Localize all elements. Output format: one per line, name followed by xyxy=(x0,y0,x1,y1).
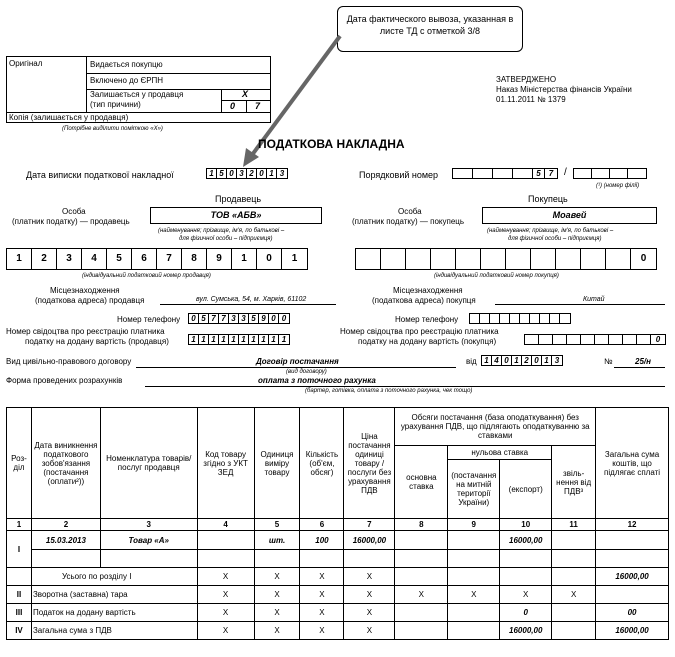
digit xyxy=(406,249,431,269)
seller-heading: Продавець xyxy=(215,194,262,204)
digit: 0 xyxy=(257,169,267,178)
copy-label: Копія (залишається у продавця) xyxy=(9,113,129,122)
digit: 1 xyxy=(209,335,219,344)
seller-address[interactable]: вул. Сумська, 54, м. Харків, 61102 xyxy=(196,296,307,303)
reason-digit-2: 7 xyxy=(255,101,261,111)
digit: 3 xyxy=(239,314,249,323)
slash: / xyxy=(564,167,567,178)
seller-person-label: Особа xyxy=(62,207,86,216)
buyer-phone xyxy=(469,313,571,324)
sec2: II xyxy=(7,586,32,604)
seller-ipn-note: (індивідуальний податковий номер продавця) xyxy=(82,273,211,279)
digit: 1 xyxy=(267,169,277,178)
digit xyxy=(556,249,581,269)
digit xyxy=(506,249,531,269)
table-row xyxy=(7,586,669,604)
sec1: I xyxy=(7,531,32,568)
seller-addr-label1: Місцезнаходження xyxy=(50,286,120,295)
digit: 5 xyxy=(107,249,132,269)
sec3-export[interactable]: 0 xyxy=(500,604,552,622)
digit: 1 xyxy=(229,335,239,344)
buyer-phone-label: Номер телефону xyxy=(395,315,459,324)
contract-date xyxy=(481,355,563,366)
buyer-address[interactable]: Китай xyxy=(583,296,605,303)
x-mark: X xyxy=(197,604,254,622)
x-mark: X xyxy=(254,568,300,586)
branch-note: (¹) (номер філії) xyxy=(596,183,640,189)
reason-digit-1: 0 xyxy=(230,101,236,111)
approved-line3: 01.11.2011 № 1379 xyxy=(496,95,566,104)
digit xyxy=(473,169,493,178)
digit: 5 xyxy=(533,169,545,178)
branch-digits xyxy=(573,168,647,179)
digit: 1 xyxy=(291,253,298,264)
col-num: 10 xyxy=(500,519,552,531)
x-mark: X xyxy=(197,586,254,604)
issued-label: Видається покупцю xyxy=(90,60,163,69)
buyer-name-note2: для фізичної особи – підприємця) xyxy=(508,236,602,242)
digit: 4 xyxy=(82,249,107,269)
buyer-person-label2: (платник податку) — покупець xyxy=(352,217,465,226)
h-unit: Одиниця виміру товару xyxy=(254,408,300,519)
h-code: Код товару згідно з УКТ ЗЕД xyxy=(197,408,254,519)
digit: 1 xyxy=(232,249,257,269)
buyer-addr-label1: Місцезнаходження xyxy=(393,286,463,295)
digit: 1 xyxy=(199,335,209,344)
row-unit[interactable]: шт. xyxy=(254,531,300,550)
x-mark: X xyxy=(300,586,344,604)
contract-from: від xyxy=(466,357,477,366)
row-price[interactable]: 16000,00 xyxy=(344,531,395,550)
row-qty[interactable]: 100 xyxy=(300,531,344,550)
digit: 4 xyxy=(492,356,502,365)
digit: 0 xyxy=(502,356,512,365)
x-mark: X xyxy=(300,568,344,586)
digit: 1 xyxy=(512,356,522,365)
sec3-label: Податок на додану вартість xyxy=(31,604,197,622)
x-mark: X xyxy=(344,568,395,586)
sec4-export[interactable]: 16000,00 xyxy=(500,622,552,640)
buyer-cert-label1: Номер свідоцтва про реєстрацію платника xyxy=(340,327,499,336)
contract-number[interactable]: 25/н xyxy=(635,357,651,366)
order-digits xyxy=(452,168,558,179)
sec3-total[interactable]: 00 xyxy=(596,604,669,622)
col-num: 2 xyxy=(31,519,100,531)
seller-cert-label2: податку на додану вартість (продавця) xyxy=(25,337,169,346)
h-basic: основна ставка xyxy=(395,446,448,519)
payment-value[interactable]: оплата з поточного рахунка xyxy=(258,376,376,385)
buyer-cert xyxy=(524,334,666,345)
digit: 0 xyxy=(281,314,287,323)
digit: 3 xyxy=(229,314,239,323)
digit: 9 xyxy=(259,314,269,323)
digit: 0 xyxy=(532,356,542,365)
digit: 0 xyxy=(655,335,661,344)
x-mark: X xyxy=(300,622,344,640)
reason-label: (тип причини) xyxy=(90,100,141,109)
row-date[interactable]: 15.03.2013 xyxy=(31,531,100,550)
col-num: 12 xyxy=(596,519,669,531)
sec2-label: Зворотна (заставна) тара xyxy=(31,586,197,604)
buyer-name-note1: (найменування; прізвище, ім'я, по батькові – xyxy=(487,228,614,234)
sec3: III xyxy=(7,604,32,622)
x-mark: X xyxy=(344,586,395,604)
digit: 8 xyxy=(182,249,207,269)
digit: 9 xyxy=(207,249,232,269)
col-num: 5 xyxy=(254,519,300,531)
digit: 2 xyxy=(522,356,532,365)
table-row xyxy=(7,550,669,568)
col-num: 1 xyxy=(7,519,32,531)
h-export: (експорт) xyxy=(500,460,552,519)
digit: 3 xyxy=(57,249,82,269)
x-mark: X xyxy=(344,604,395,622)
digit: 6 xyxy=(132,249,157,269)
x-mark: X xyxy=(552,586,596,604)
col-num: 6 xyxy=(300,519,344,531)
x-mark: X xyxy=(197,568,254,586)
digit: 5 xyxy=(249,314,259,323)
payment-label: Форма проведених розрахунків xyxy=(6,376,123,385)
original-label: Оригінал xyxy=(9,59,43,68)
seller-cert xyxy=(188,334,290,345)
contract-no-label: № xyxy=(604,357,613,366)
h-date: Дата виникнення податкового зобов'язання (постачання (оплати²)) xyxy=(31,408,100,519)
x-mark: X xyxy=(300,604,344,622)
digit: 3 xyxy=(279,169,285,178)
h-section: Роз-діл xyxy=(7,408,32,519)
col-num: 7 xyxy=(344,519,395,531)
seller-name: ТОВ «АБВ» xyxy=(210,210,262,220)
row-export[interactable]: 16000,00 xyxy=(500,531,552,550)
digit xyxy=(493,169,513,178)
x-mark: X xyxy=(254,622,300,640)
digit xyxy=(481,249,506,269)
contract-note: (вид договору) xyxy=(286,369,327,375)
h-exempt: звіль-нення від ПДВ³ xyxy=(552,446,596,519)
digit: 1 xyxy=(239,335,249,344)
buyer-ipn-note: (індивідуальний податковий номер покупця) xyxy=(434,273,559,279)
digit: 1 xyxy=(219,335,229,344)
digit: 3 xyxy=(237,169,247,178)
table-row xyxy=(7,622,669,640)
digit: 0 xyxy=(640,253,647,264)
page-title: ПОДАТКОВА НАКЛАДНА xyxy=(258,137,405,151)
digit xyxy=(531,249,556,269)
sec4: IV xyxy=(7,622,32,640)
h-qty: Кількість (об'єм, обсяг) xyxy=(300,408,344,519)
buyer-name: Моавей xyxy=(552,210,587,220)
buyer-addr-label2: (податкова адреса) покупця xyxy=(372,296,476,305)
digit: 7 xyxy=(209,314,219,323)
h-zero: нульова ставка xyxy=(448,446,552,460)
digit: 7 xyxy=(548,169,554,178)
seller-name-note2: для фізичної особи – підприємця) xyxy=(179,236,273,242)
digit: 2 xyxy=(32,249,57,269)
digit: 1 xyxy=(269,335,279,344)
kept-mark[interactable]: X xyxy=(242,89,249,99)
x-mark: X xyxy=(254,604,300,622)
buyer-name-field[interactable] xyxy=(482,207,657,224)
col-num: 4 xyxy=(197,519,254,531)
digit xyxy=(431,249,456,269)
h-price: Ціна постачання одиниці товару / послуги без урахування ПДВ xyxy=(344,408,395,519)
x-mark: X xyxy=(197,622,254,640)
seller-phone xyxy=(188,313,290,324)
seller-name-note1: (найменування; прізвище, ім'я, по батькові – xyxy=(158,228,285,234)
x-mark: X xyxy=(254,586,300,604)
digit: 5 xyxy=(199,314,209,323)
approved-title: ЗАТВЕРДЖЕНО xyxy=(496,75,557,84)
approved-line2: Наказ Міністерства фінансів України xyxy=(496,85,632,94)
digit: 2 xyxy=(247,169,257,178)
copy-note: (Потрібне виділити поміткою «Х») xyxy=(62,126,163,132)
order-label: Порядковий номер xyxy=(359,170,439,180)
table-row xyxy=(7,531,669,550)
digit xyxy=(581,249,606,269)
digit: 1 xyxy=(482,356,492,365)
digit: 1 xyxy=(281,335,287,344)
col-num: 3 xyxy=(100,519,197,531)
digit xyxy=(513,169,533,178)
buyer-ipn xyxy=(355,248,657,270)
callout-text: Дата фактического вывоза, указанная в листе ТД с отметкой 3/8 xyxy=(346,14,514,36)
digit: 1 xyxy=(542,356,552,365)
digit xyxy=(606,249,631,269)
x-mark: X xyxy=(500,586,552,604)
digit xyxy=(356,249,381,269)
h-nomen: Номенклатура товарів/послуг продавця xyxy=(100,408,197,519)
digit: 1 xyxy=(259,335,269,344)
sec4-total[interactable]: 16000,00 xyxy=(596,622,669,640)
x-mark: X xyxy=(344,622,395,640)
digit: 7 xyxy=(219,314,229,323)
payment-note: (бартер, готівка, оплата з поточного рахунка, чек тощо) xyxy=(305,388,473,394)
h-domestic: (постачання на митній території України) xyxy=(448,460,500,519)
digit: 1 xyxy=(7,249,32,269)
digit xyxy=(453,169,473,178)
digit: 3 xyxy=(554,356,560,365)
seller-cert-label1: Номер свідоцтва про реєстрацію платника xyxy=(6,327,165,336)
x-mark: X xyxy=(448,586,500,604)
digit: 0 xyxy=(269,314,279,323)
row-item[interactable]: Товар «А» xyxy=(100,531,197,550)
sec4-label: Загальна сума з ПДВ xyxy=(31,622,197,640)
h-volume: Обсяги постачання (база оподаткування) без урахування ПДВ, що підлягають оподаткуванню за ставками xyxy=(395,408,596,446)
contract-label: Вид цивільно-правового договору xyxy=(6,357,132,366)
goods-table xyxy=(6,407,669,640)
col-num: 9 xyxy=(448,519,500,531)
kept-label: Залишається у продавця xyxy=(90,90,184,99)
digit: 0 xyxy=(227,169,237,178)
digit: 5 xyxy=(217,169,227,178)
seller-addr-label2: (податкова адреса) продавця xyxy=(35,296,145,305)
date-label: Дата виписки податкової накладної xyxy=(26,170,174,180)
seller-ipn xyxy=(6,248,308,270)
col-num: 8 xyxy=(395,519,448,531)
digit xyxy=(381,249,406,269)
h-total: Загальна сума коштів, що підлягає сплаті xyxy=(596,408,669,519)
included-label: Включено до ЄРПН xyxy=(90,76,164,85)
digit: 1 xyxy=(249,335,259,344)
seller-name-field[interactable] xyxy=(150,207,322,224)
seller-phone-label: Номер телефону xyxy=(117,315,181,324)
digit xyxy=(456,249,481,269)
table-row xyxy=(7,604,669,622)
digit: 0 xyxy=(257,249,282,269)
digit: 0 xyxy=(189,314,199,323)
buyer-cert-label2: податку на додану вартість (покупця) xyxy=(358,337,497,346)
contract-value[interactable]: Договір постачання xyxy=(256,357,339,366)
buyer-person-label: Особа xyxy=(398,207,422,216)
col-num: 11 xyxy=(552,519,596,531)
digit: 7 xyxy=(157,249,182,269)
seller-person-label2: (платник податку) — продавець xyxy=(12,217,130,226)
sec1-total[interactable]: 16000,00 xyxy=(596,568,669,586)
digit: 1 xyxy=(207,169,217,178)
sec1-total-label: Усього по розділу I xyxy=(31,568,197,586)
digit: 1 xyxy=(189,335,199,344)
buyer-heading: Покупець xyxy=(528,194,568,204)
x-mark: X xyxy=(395,586,448,604)
date-digits xyxy=(206,168,288,179)
table-row xyxy=(7,568,669,586)
